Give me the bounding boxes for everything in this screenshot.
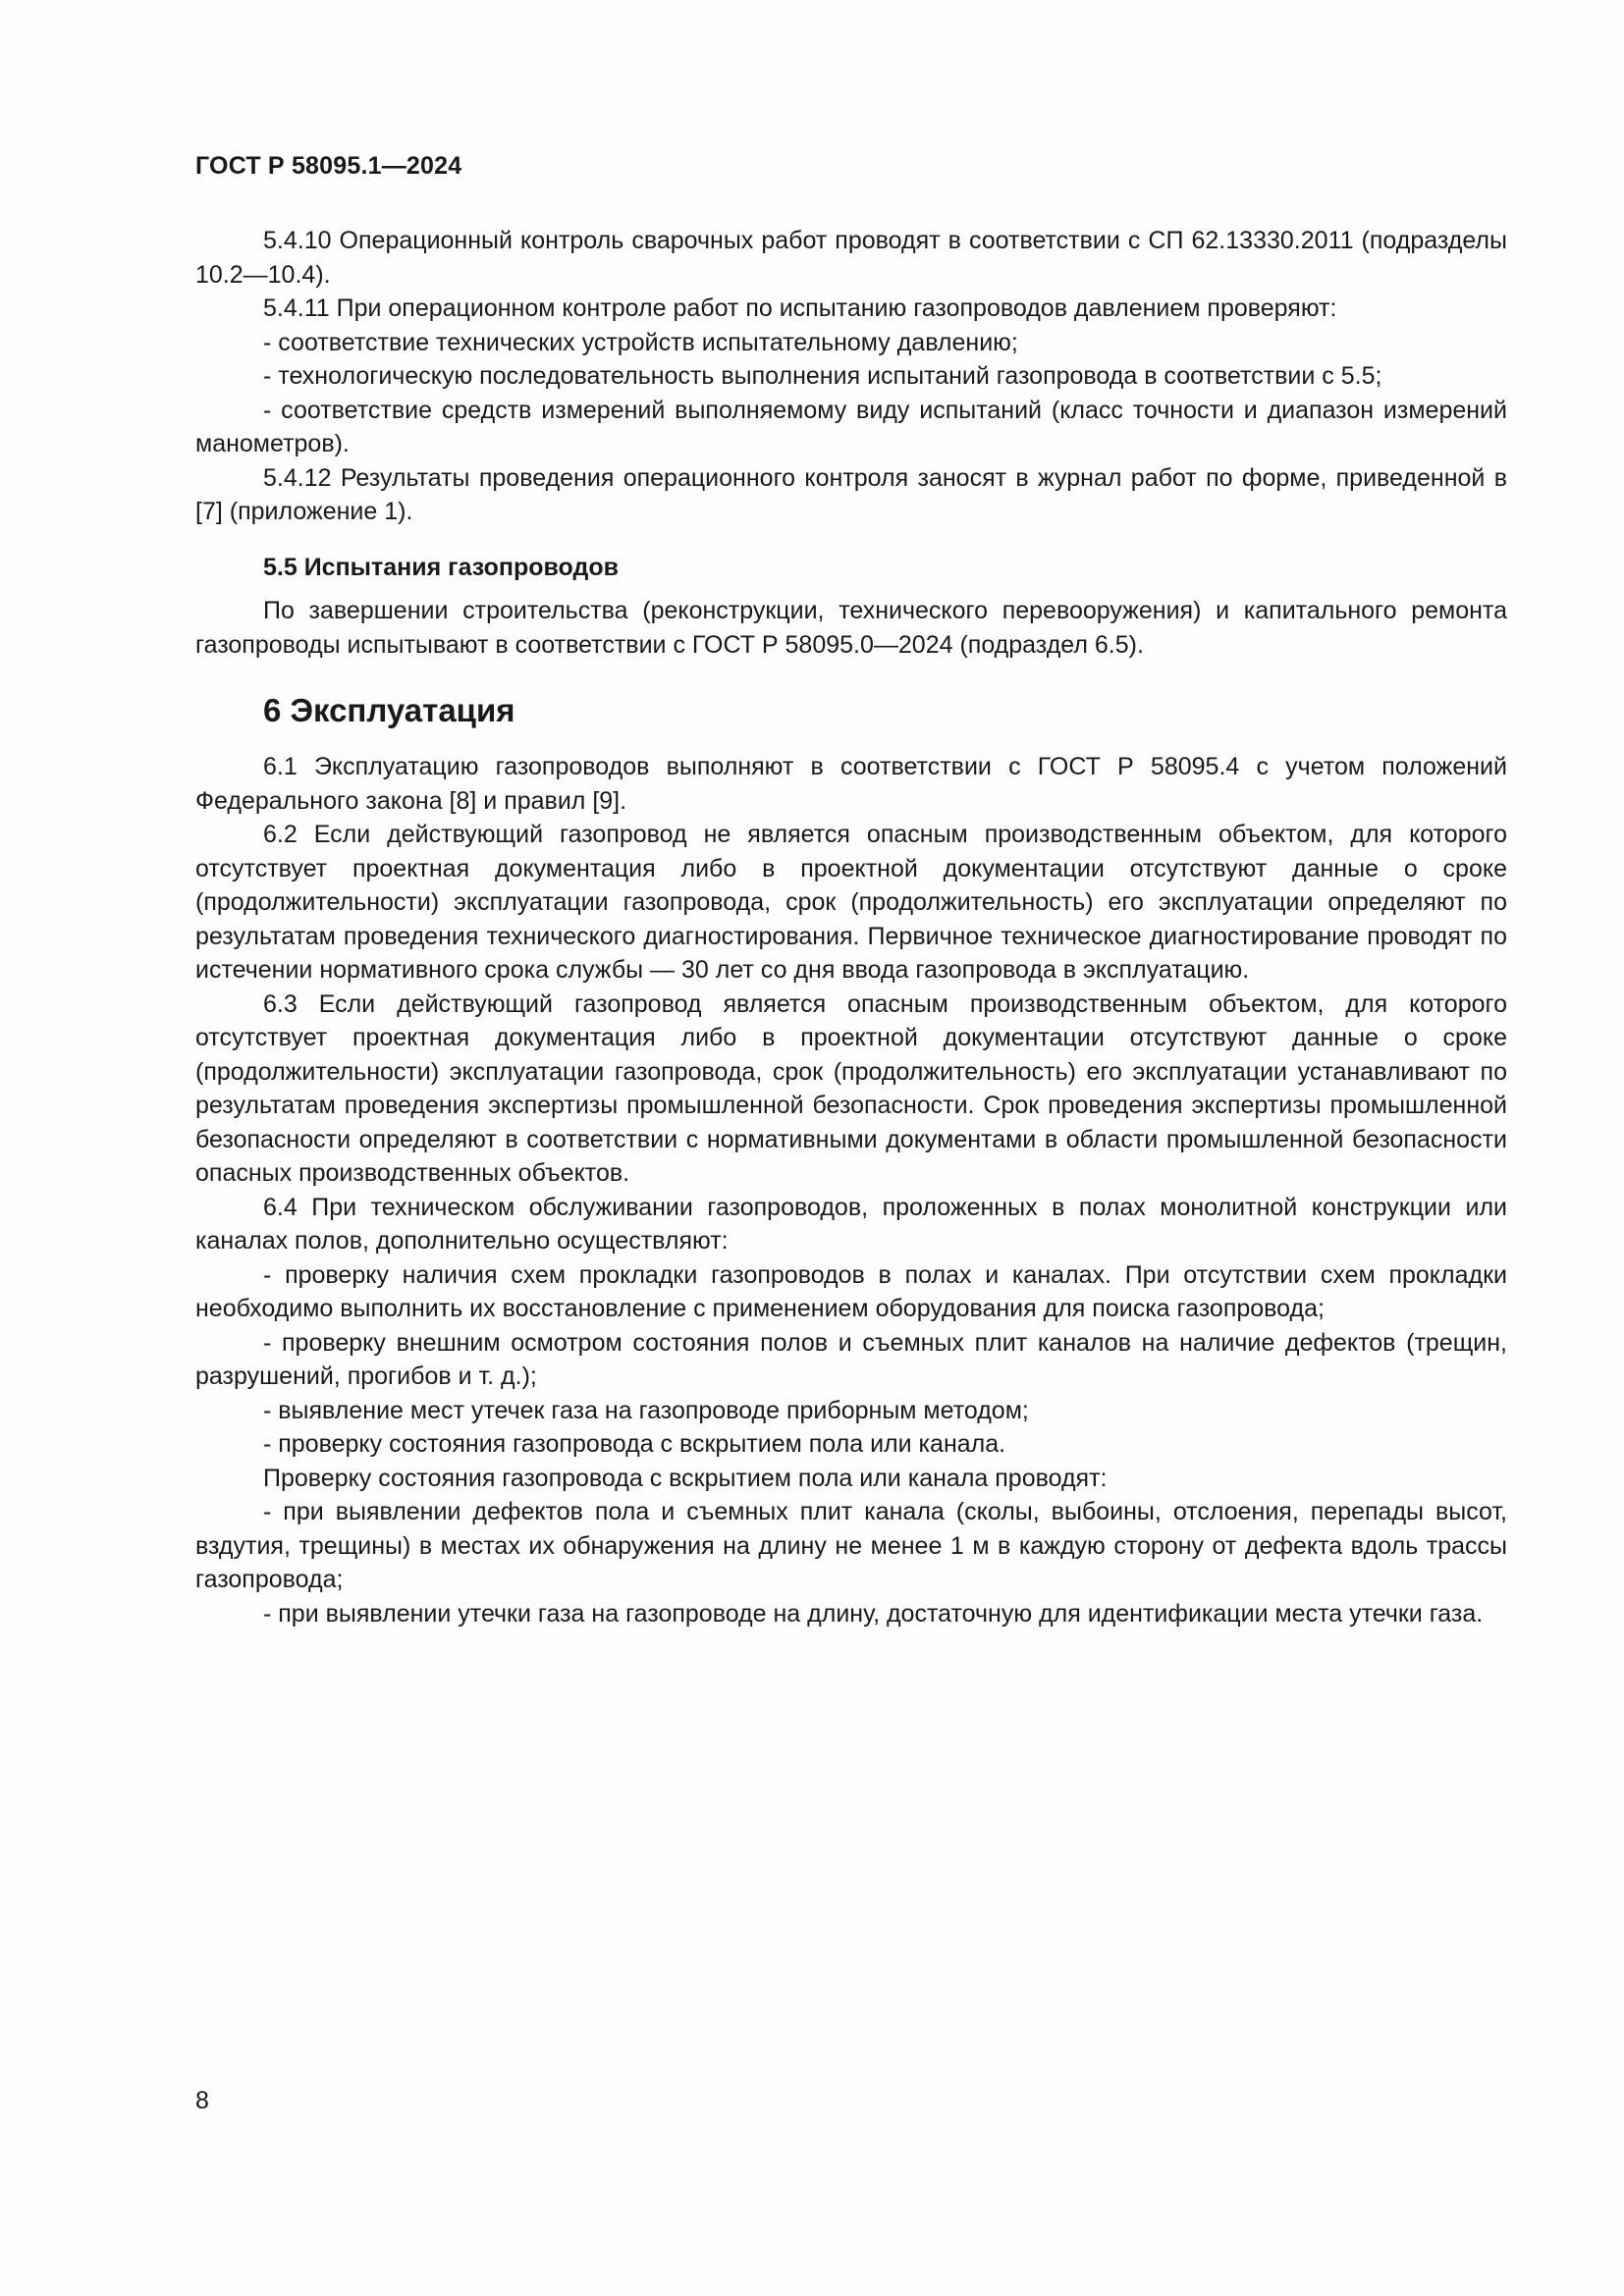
clause-6-4-check-item-2: - при выявлении утечки газа на газопроводе на длину, достаточную для идентификации места утечки газа. <box>263 1599 1484 1628</box>
page-body <box>195 224 1507 1630</box>
page-number: 8 <box>195 2087 209 2114</box>
clause-6-4-item-2: - проверку внешним осмотром состояния полов и съемных плит каналов на наличие дефектов (трещин, разрушений, прогибов и т. д.); <box>195 1328 1507 1390</box>
section-heading-6: 6 Эксплуатация <box>263 692 515 728</box>
clause-6-3: 6.3 Если действующий газопровод является опасным производственным объектом, для которого отсутствует проектная документация либо в проектной документации отсутствуют данные о сроке (продолжительности) эксплуатации газопровода, срок (продолжительность) его эксплуатации устанавливают по результатам проведения экспертизы промышленной безопасности. Срок проведения экспертизы промышленной безопасности определяют в соответствии с нормативными документами в области промышленной безопасности опасных производственных объектов. <box>195 989 1507 1187</box>
clause-6-2: 6.2 Если действующий газопровод не является опасным производственным объектом, для которого отсутствует проектная документация либо в проектной документации отсутствуют данные о сроке (продолжительности) эксплуатации газопровода, срок (продолжительность) его эксплуатации определяют по результатам проведения технического диагностирования. Первичное техническое диагностирование проводят по истечении нормативного срока службы — 30 лет со дня ввода газопровода в эксплуатацию. <box>195 821 1507 984</box>
clause-5-4-11-item-2: - технологическую последовательность выполнения испытаний газопровода в соответствии с 5.5; <box>263 362 1382 390</box>
clause-5-4-10: 5.4.10 Операционный контроль сварочных работ проводят в соответствии с СП 62.13330.2011 (подразделы 10.2—10.4). <box>195 227 1507 289</box>
clause-5-5-text: По завершении строительства (реконструкции, технического перевооружения) и капитального ремонта газопроводы испытывают в соответствии с ГОСТ Р 58095.0—2024 (подраздел 6.5). <box>195 597 1507 659</box>
clause-6-4-item-1: - проверку наличия схем прокладки газопроводов в полах и каналах. При отсутствии схем прокладки необходимо выполнить их восстановление с применением оборудования для поиска газопровода; <box>195 1260 1507 1322</box>
clause-6-4-item-4: - проверку состояния газопровода с вскрытием пола или канала. <box>263 1430 1006 1458</box>
clause-6-4-check-item-1: - при выявлении дефектов пола и съемных плит канала (сколы, выбоины, отслоения, перепады высот, вздутия, трещины) в местах их обнаружения на длину не менее 1 м в каждую сторону от дефекта вдоль трассы газопровода; <box>195 1498 1507 1593</box>
clause-5-4-11-item-1: - соответствие технических устройств испытательному давлению; <box>263 328 1018 356</box>
clause-6-4: 6.4 При техническом обслуживании газопроводов, проложенных в полах монолитной конструкции или каналах полов, дополнительно осуществляют: <box>195 1193 1507 1255</box>
clause-6-4-item-3: - выявление мест утечек газа на газопроводе приборным методом; <box>263 1396 1029 1424</box>
clause-5-4-11: 5.4.11 При операционном контроле работ по испытанию газопроводов давлением проверяют: <box>263 294 1337 322</box>
clause-6-1: 6.1 Эксплуатацию газопроводов выполняют в соответствии с ГОСТ Р 58095.4 с учетом положений Федерального закона [8] и правил [9]. <box>195 753 1507 815</box>
document-code-header: ГОСТ Р 58095.1—2024 <box>195 152 462 180</box>
section-heading-5-5: 5.5 Испытания газопроводов <box>263 553 619 581</box>
clause-5-4-12: 5.4.12 Результаты проведения операционного контроля заносят в журнал работ по форме, приведенной в [7] (приложение 1). <box>195 463 1507 525</box>
clause-5-4-11-item-3: - соответствие средств измерений выполняемому виду испытаний (класс точности и диапазон измерений манометров). <box>195 396 1507 457</box>
clause-6-4-check: Проверку состояния газопровода с вскрытием пола или канала проводят: <box>263 1464 1108 1492</box>
